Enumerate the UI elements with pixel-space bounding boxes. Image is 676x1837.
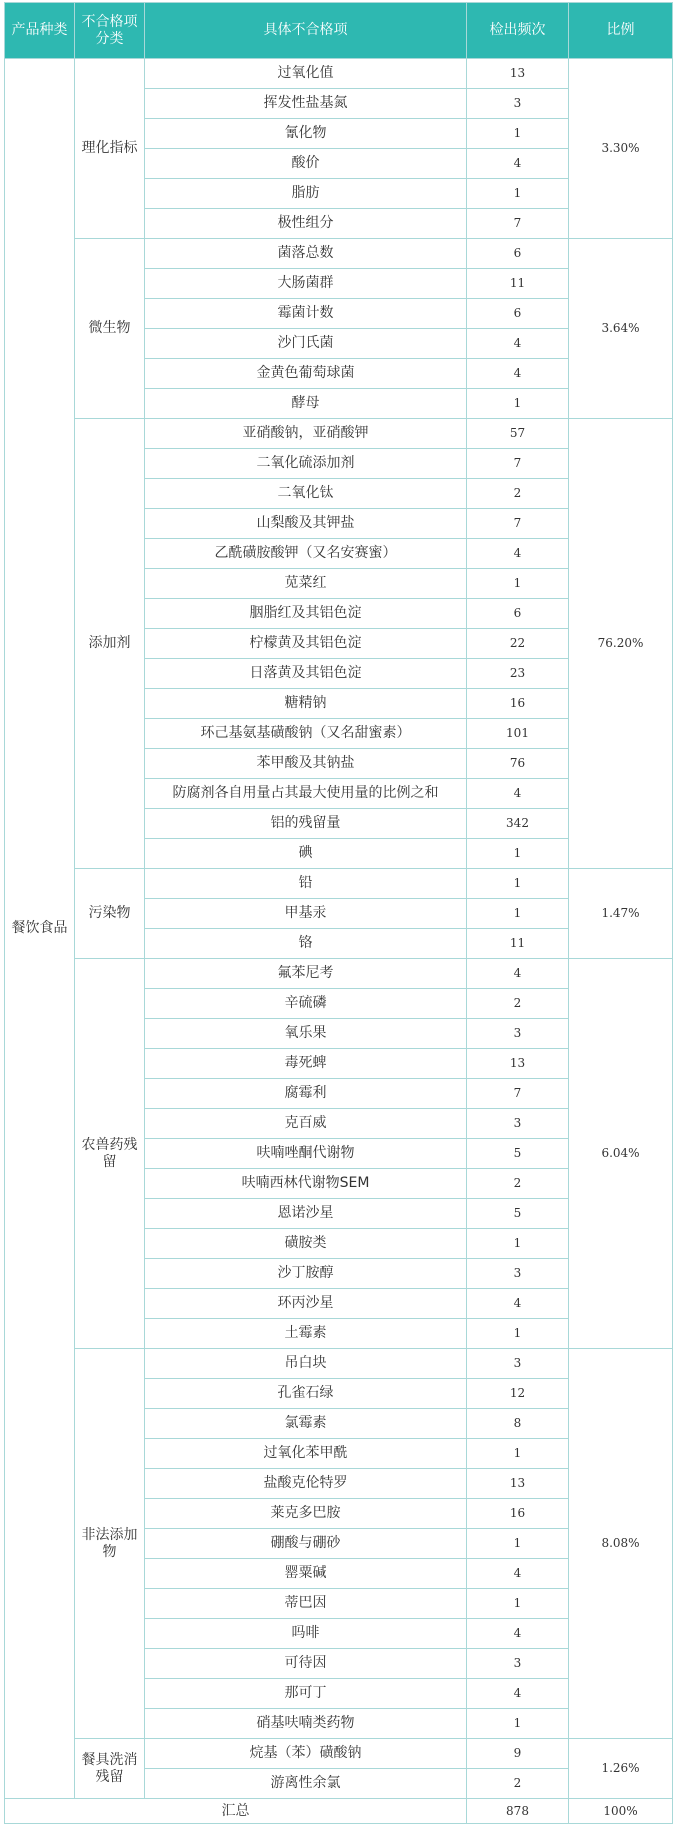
category-cell: 非法添加物 [75, 1349, 145, 1739]
summary-count: 878 [467, 1799, 569, 1824]
item-count-cell: 76 [467, 749, 569, 779]
category-cell: 餐具洗消残留 [75, 1739, 145, 1799]
item-name-cell: 毒死蜱 [145, 1049, 467, 1079]
table-footer [5, 1799, 673, 1824]
category-ratio-cell: 3.64% [569, 239, 673, 419]
table-header [5, 3, 673, 59]
item-name-cell: 亚硝酸钠，亚硝酸钾 [145, 419, 467, 449]
item-count-cell: 13 [467, 1049, 569, 1079]
item-name-cell: 氧乐果 [145, 1019, 467, 1049]
item-count-cell: 1 [467, 1229, 569, 1259]
header-row [5, 3, 673, 59]
item-count-cell: 4 [467, 539, 569, 569]
item-count-cell: 6 [467, 239, 569, 269]
table-row [5, 869, 673, 899]
item-count-cell: 4 [467, 1679, 569, 1709]
item-count-cell: 5 [467, 1199, 569, 1229]
item-count-cell: 1 [467, 1439, 569, 1469]
summary-row [5, 1799, 673, 1824]
item-name-cell: 环丙沙星 [145, 1289, 467, 1319]
item-count-cell: 4 [467, 1619, 569, 1649]
item-count-cell: 22 [467, 629, 569, 659]
nonconformity-table [4, 2, 673, 1824]
item-count-cell: 1 [467, 179, 569, 209]
item-count-cell: 4 [467, 779, 569, 809]
item-name-cell: 山梨酸及其钾盐 [145, 509, 467, 539]
item-name-cell: 酸价 [145, 149, 467, 179]
item-name-cell: 沙丁胺醇 [145, 1259, 467, 1289]
item-count-cell: 1 [467, 1319, 569, 1349]
item-count-cell: 3 [467, 1019, 569, 1049]
item-name-cell: 铅 [145, 869, 467, 899]
item-count-cell: 342 [467, 809, 569, 839]
category-cell: 污染物 [75, 869, 145, 959]
item-name-cell: 脂肪 [145, 179, 467, 209]
item-name-cell: 孔雀石绿 [145, 1379, 467, 1409]
item-count-cell: 6 [467, 299, 569, 329]
category-ratio-cell: 1.47% [569, 869, 673, 959]
item-name-cell: 辛硫磷 [145, 989, 467, 1019]
item-count-cell: 4 [467, 959, 569, 989]
item-count-cell: 7 [467, 209, 569, 239]
item-name-cell: 柠檬黄及其铝色淀 [145, 629, 467, 659]
item-name-cell: 大肠菌群 [145, 269, 467, 299]
item-name-cell: 呋喃唑酮代谢物 [145, 1139, 467, 1169]
item-name-cell: 罂粟碱 [145, 1559, 467, 1589]
item-name-cell: 挥发性盐基氮 [145, 89, 467, 119]
category-cell: 添加剂 [75, 419, 145, 869]
category-cell: 理化指标 [75, 59, 145, 239]
item-count-cell: 1 [467, 1709, 569, 1739]
item-count-cell: 23 [467, 659, 569, 689]
item-name-cell: 霉菌计数 [145, 299, 467, 329]
summary-label: 汇总 [5, 1799, 467, 1824]
item-count-cell: 2 [467, 1169, 569, 1199]
item-count-cell: 2 [467, 479, 569, 509]
item-count-cell: 16 [467, 1499, 569, 1529]
summary-ratio: 100% [569, 1799, 673, 1824]
item-name-cell: 呋喃西林代谢物SEM [145, 1169, 467, 1199]
category-ratio-cell: 6.04% [569, 959, 673, 1349]
item-name-cell: 胭脂红及其铝色淀 [145, 599, 467, 629]
item-name-cell: 硼酸与硼砂 [145, 1529, 467, 1559]
item-count-cell: 101 [467, 719, 569, 749]
item-count-cell: 11 [467, 269, 569, 299]
item-name-cell: 酵母 [145, 389, 467, 419]
item-name-cell: 氟苯尼考 [145, 959, 467, 989]
item-name-cell: 磺胺类 [145, 1229, 467, 1259]
category-ratio-cell: 1.26% [569, 1739, 673, 1799]
item-count-cell: 1 [467, 869, 569, 899]
category-cell: 农兽药残留 [75, 959, 145, 1349]
item-count-cell: 4 [467, 359, 569, 389]
item-count-cell: 13 [467, 59, 569, 89]
item-name-cell: 苯甲酸及其钠盐 [145, 749, 467, 779]
item-name-cell: 菌落总数 [145, 239, 467, 269]
item-count-cell: 12 [467, 1379, 569, 1409]
item-name-cell: 碘 [145, 839, 467, 869]
item-name-cell: 克百威 [145, 1109, 467, 1139]
item-count-cell: 9 [467, 1739, 569, 1769]
category-ratio-cell: 8.08% [569, 1349, 673, 1739]
table-body [5, 59, 673, 1799]
item-name-cell: 氯霉素 [145, 1409, 467, 1439]
item-count-cell: 1 [467, 569, 569, 599]
item-count-cell: 1 [467, 899, 569, 929]
item-count-cell: 1 [467, 1589, 569, 1619]
item-count-cell: 4 [467, 329, 569, 359]
item-count-cell: 1 [467, 119, 569, 149]
item-count-cell: 3 [467, 1259, 569, 1289]
item-name-cell: 过氧化苯甲酰 [145, 1439, 467, 1469]
header-count: 检出频次 [467, 3, 569, 59]
item-name-cell: 吊白块 [145, 1349, 467, 1379]
item-count-cell: 13 [467, 1469, 569, 1499]
item-count-cell: 3 [467, 1649, 569, 1679]
header-category: 不合格项分类 [75, 3, 145, 59]
table-row [5, 239, 673, 269]
item-name-cell: 二氧化硫添加剂 [145, 449, 467, 479]
header-item: 具体不合格项 [145, 3, 467, 59]
item-count-cell: 3 [467, 1349, 569, 1379]
item-count-cell: 1 [467, 389, 569, 419]
item-count-cell: 3 [467, 89, 569, 119]
item-name-cell: 蒂巴因 [145, 1589, 467, 1619]
item-name-cell: 那可丁 [145, 1679, 467, 1709]
header-ratio: 比例 [569, 3, 673, 59]
item-name-cell: 极性组分 [145, 209, 467, 239]
item-count-cell: 3 [467, 1109, 569, 1139]
category-ratio-cell: 76.20% [569, 419, 673, 869]
item-count-cell: 8 [467, 1409, 569, 1439]
item-name-cell: 土霉素 [145, 1319, 467, 1349]
item-name-cell: 游离性余氯 [145, 1769, 467, 1799]
item-name-cell: 乙酰磺胺酸钾（又名安赛蜜） [145, 539, 467, 569]
item-name-cell: 过氧化值 [145, 59, 467, 89]
item-count-cell: 2 [467, 989, 569, 1019]
item-name-cell: 苋菜红 [145, 569, 467, 599]
item-name-cell: 二氧化钛 [145, 479, 467, 509]
item-name-cell: 恩诺沙星 [145, 1199, 467, 1229]
table-row [5, 959, 673, 989]
product-type-cell: 餐饮食品 [5, 59, 75, 1799]
item-count-cell: 7 [467, 1079, 569, 1109]
item-name-cell: 甲基汞 [145, 899, 467, 929]
item-count-cell: 7 [467, 449, 569, 479]
item-name-cell: 日落黄及其铝色淀 [145, 659, 467, 689]
item-name-cell: 铝的残留量 [145, 809, 467, 839]
item-name-cell: 可待因 [145, 1649, 467, 1679]
item-name-cell: 腐霉利 [145, 1079, 467, 1109]
category-ratio-cell: 3.30% [569, 59, 673, 239]
item-name-cell: 防腐剂各自用量占其最大使用量的比例之和 [145, 779, 467, 809]
item-name-cell: 环己基氨基磺酸钠（又名甜蜜素） [145, 719, 467, 749]
item-name-cell: 沙门氏菌 [145, 329, 467, 359]
item-count-cell: 4 [467, 149, 569, 179]
item-name-cell: 金黄色葡萄球菌 [145, 359, 467, 389]
item-count-cell: 16 [467, 689, 569, 719]
category-cell: 微生物 [75, 239, 145, 419]
item-count-cell: 4 [467, 1289, 569, 1319]
item-name-cell: 硝基呋喃类药物 [145, 1709, 467, 1739]
item-count-cell: 1 [467, 839, 569, 869]
item-name-cell: 氰化物 [145, 119, 467, 149]
item-count-cell: 6 [467, 599, 569, 629]
table-row [5, 59, 673, 89]
item-count-cell: 2 [467, 1769, 569, 1799]
item-count-cell: 7 [467, 509, 569, 539]
item-count-cell: 57 [467, 419, 569, 449]
table-row [5, 1739, 673, 1769]
table-row [5, 1349, 673, 1379]
item-name-cell: 铬 [145, 929, 467, 959]
table-row [5, 419, 673, 449]
item-count-cell: 4 [467, 1559, 569, 1589]
item-count-cell: 1 [467, 1529, 569, 1559]
item-name-cell: 吗啡 [145, 1619, 467, 1649]
item-count-cell: 5 [467, 1139, 569, 1169]
item-name-cell: 烷基（苯）磺酸钠 [145, 1739, 467, 1769]
item-name-cell: 莱克多巴胺 [145, 1499, 467, 1529]
item-name-cell: 盐酸克伦特罗 [145, 1469, 467, 1499]
header-product-type: 产品种类 [5, 3, 75, 59]
item-count-cell: 11 [467, 929, 569, 959]
item-name-cell: 糖精钠 [145, 689, 467, 719]
